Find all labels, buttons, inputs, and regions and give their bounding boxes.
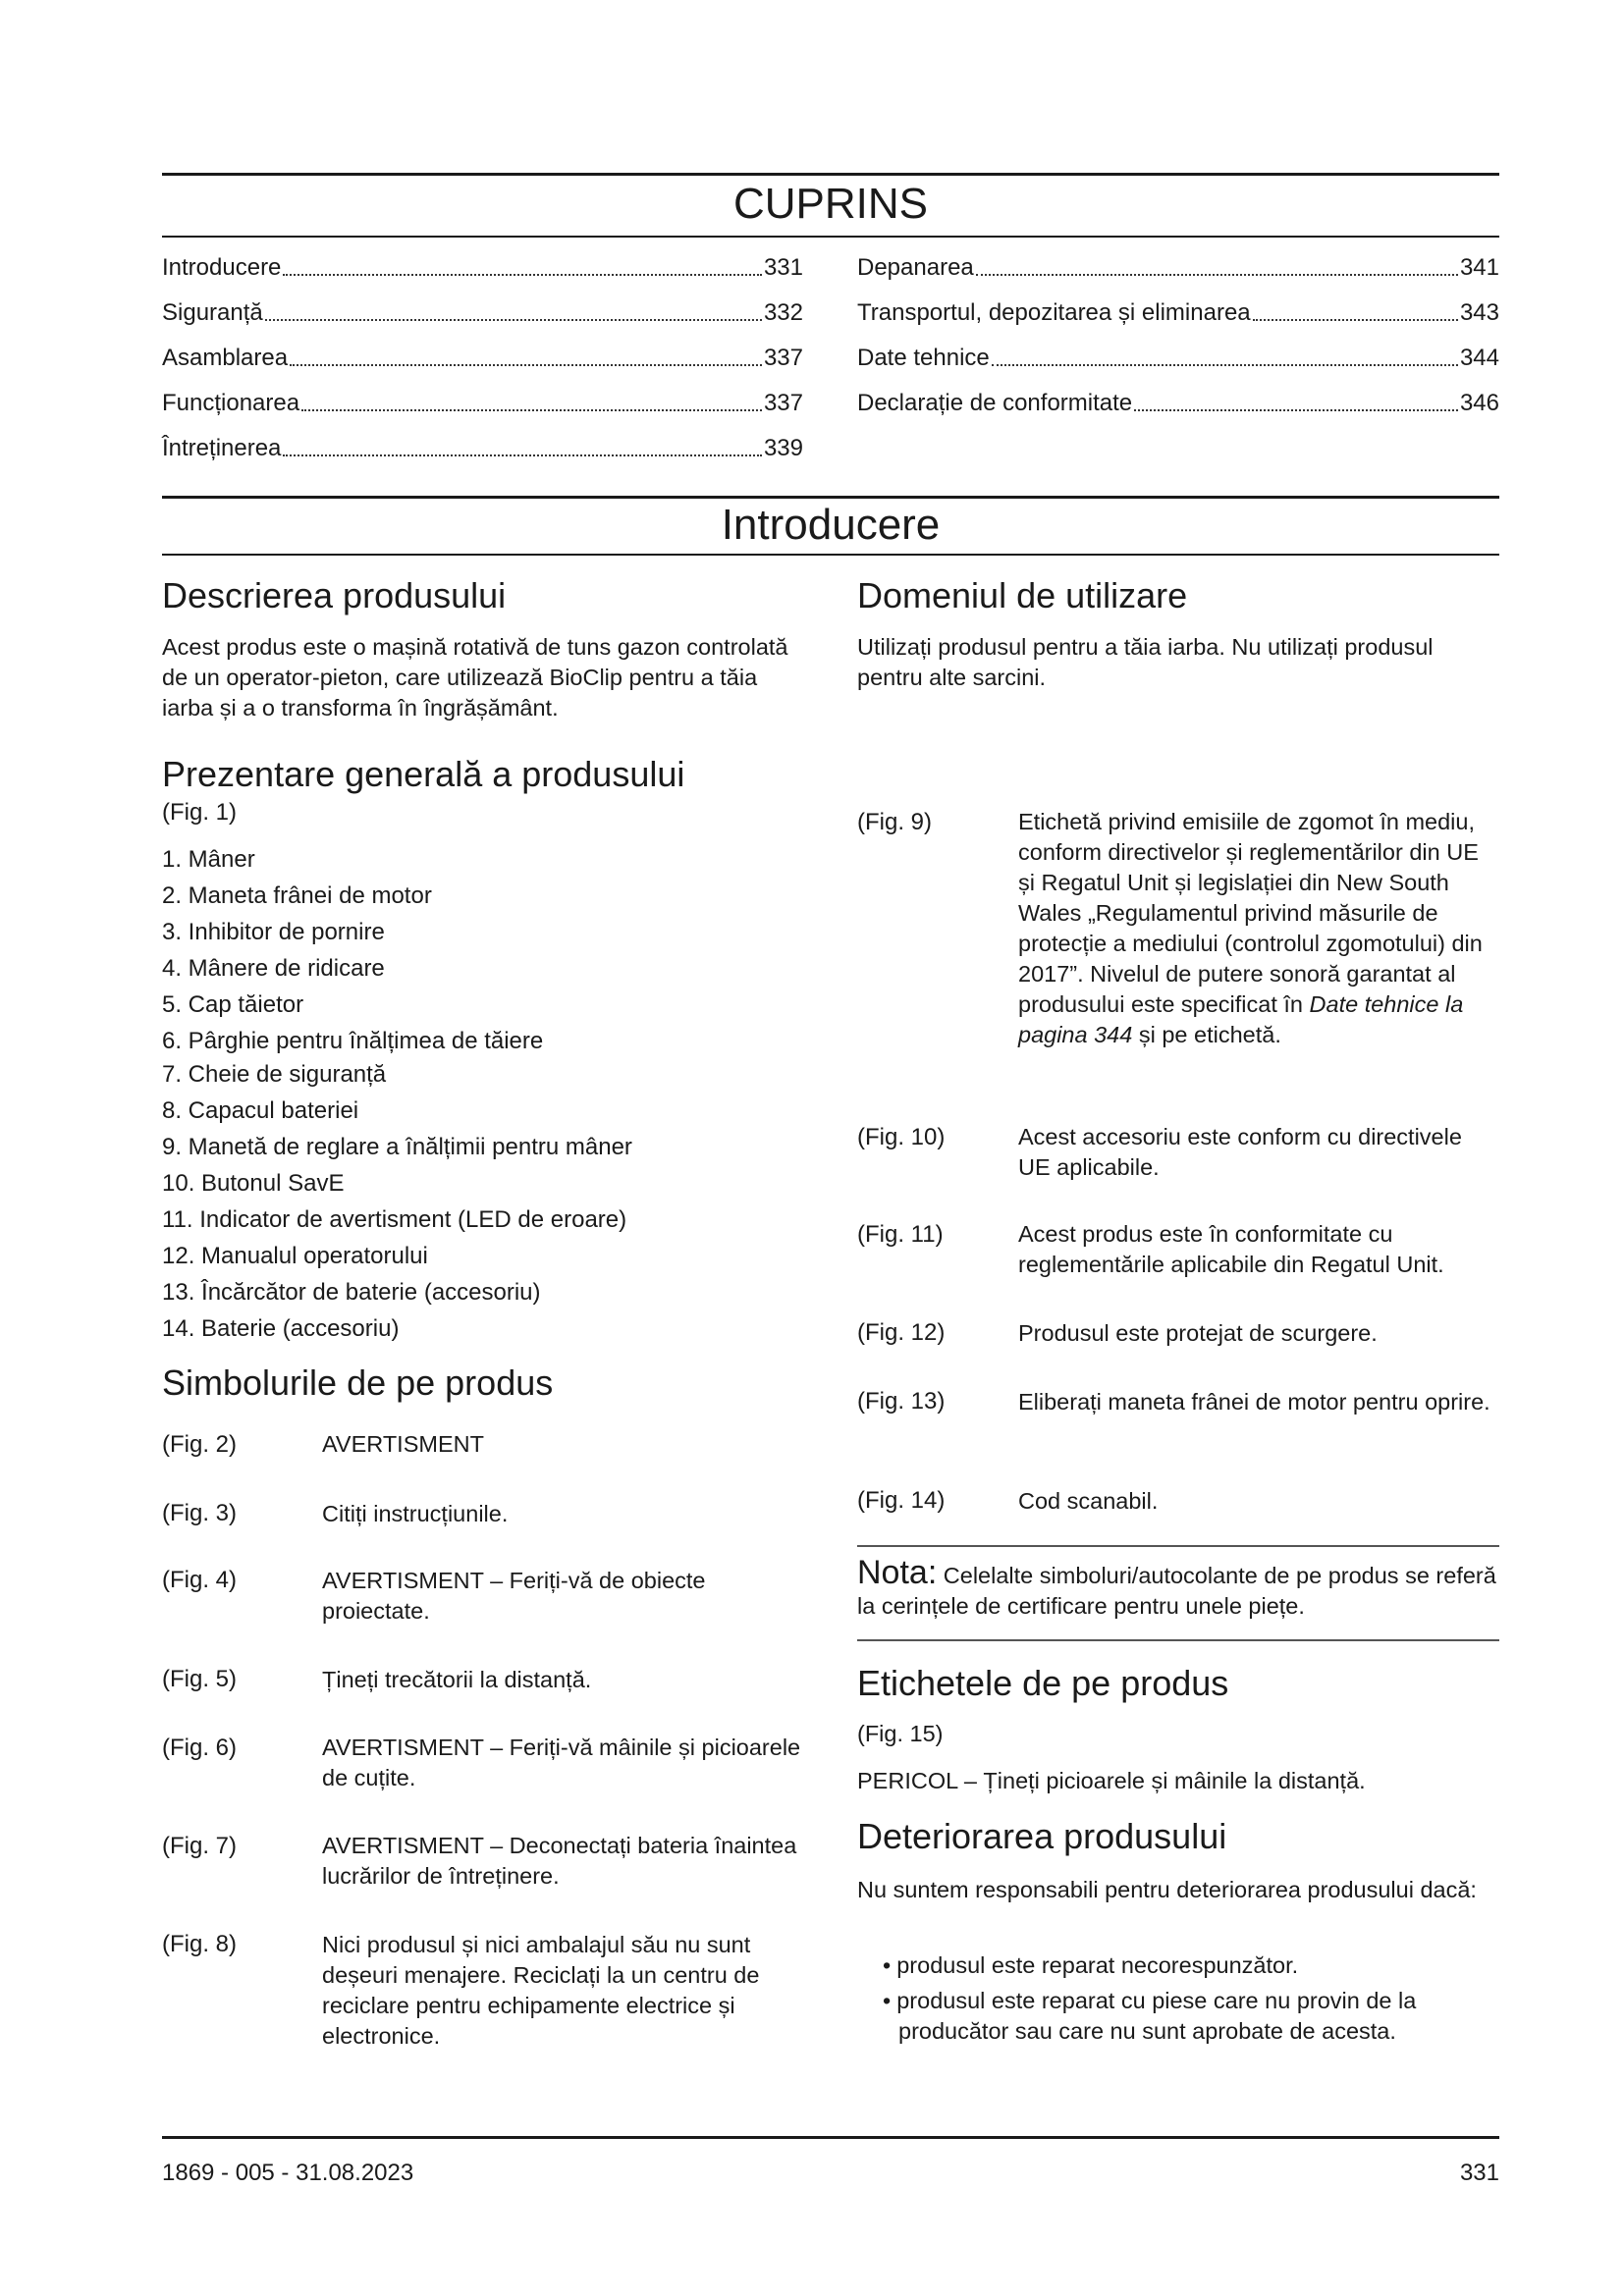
list-item: 2. Maneta frânei de motor: [162, 882, 432, 909]
symbol-text: Cod scanabil.: [1018, 1488, 1159, 1514]
list-item: 4. Mânere de ridicare: [162, 955, 385, 982]
list-item: 5. Cap tăietor: [162, 991, 304, 1018]
footer-rule: [162, 2136, 1499, 2139]
toc-title-rule: [162, 236, 1499, 238]
symbol-fig: (Fig. 11): [857, 1221, 944, 1248]
note-text: Celelalte simboluri/autocolante de pe produs se referă la cerințele de certificare pentru unele piețe.: [857, 1563, 1496, 1619]
list-item: 11. Indicator de avertisment (LED de eroare): [162, 1206, 627, 1233]
list-item: 3. Inhibitor de pornire: [162, 919, 385, 945]
labels-heading: Etichetele de pe produs: [857, 1663, 1229, 1703]
note: [857, 1554, 1499, 1622]
labels-text: PERICOL – Țineți picioarele și mâinile la distanță.: [857, 1768, 1366, 1793]
toc-entry[interactable]: Declarație de conformitate 346: [857, 390, 1499, 416]
symbol-fig: (Fig. 7): [162, 1833, 238, 1859]
symbol-text: Etichetă privind emisiile de zgomot în mediu, conform directivelor și reglementărilor din UE și Regatul Unit și legislației din New South Wales „Regulamentul privind măsurile de protecție a mediului (controlul zgomotului) din 2017”. Nivelul de putere sonoră garantat al produsului este specificat în Date tehnice la pagina 344 și pe etichetă.: [1018, 809, 1483, 1047]
damage-text: Nu suntem responsabili pentru deteriorarea produsului dacă:: [857, 1877, 1477, 1902]
toc-entry[interactable]: Transportul, depozitarea și eliminarea 343: [857, 299, 1499, 326]
toc-entry[interactable]: Asamblarea 337: [162, 345, 803, 371]
symbol-fig: (Fig. 2): [162, 1431, 238, 1458]
symbol-fig: (Fig. 8): [162, 1931, 238, 1957]
list-item: 8. Capacul bateriei: [162, 1097, 359, 1124]
symbol-fig: (Fig. 13): [857, 1388, 946, 1415]
overview-fig: (Fig. 1): [162, 799, 238, 826]
note-label: Nota:: [857, 1554, 938, 1591]
page-number: 331: [1459, 2160, 1499, 2186]
symbol-text: Acest accesoriu este conform cu directivele UE aplicabile.: [1018, 1124, 1462, 1180]
toc-entry[interactable]: Funcționarea 337: [162, 390, 803, 416]
section-title: Introducere: [721, 501, 941, 549]
symbol-text: Nici produsul și nici ambalajul său nu sunt deșeuri menajere. Reciclați la un centru de reciclare pentru echipamente electrice și electronice.: [322, 1932, 760, 2049]
intended-use-text: Utilizați produsul pentru a tăia iarba. Nu utilizați produsul pentru alte sarcini.: [857, 634, 1434, 690]
list-item: 12. Manualul operatorului: [162, 1243, 428, 1269]
list-item: 1. Mâner: [162, 846, 255, 873]
spec-link[interactable]: Date tehnice la pagina 344: [1018, 991, 1464, 1047]
symbol-text: AVERTISMENT – Deconectați bateria înaintea lucrărilor de întreținere.: [322, 1833, 797, 1889]
intended-use-heading: Domeniul de utilizare: [857, 575, 1188, 615]
symbol-text: Eliberați maneta frânei de motor pentru oprire.: [1018, 1389, 1490, 1415]
list-item: 14. Baterie (accesoriu): [162, 1315, 400, 1342]
symbol-text: Țineți trecătorii la distanță.: [322, 1667, 592, 1692]
labels-fig: (Fig. 15): [857, 1721, 944, 1746]
footer-doc-id: 1869 - 005 - 31.08.2023: [162, 2160, 414, 2186]
description-text: Acest produs este o mașină rotativă de tuns gazon controlată de un operator-pieton, care utilizează BioClip pentru a tăia iarba și a o transforma în îngrășământ.: [162, 634, 788, 721]
list-item: • produsul este reparat cu piese care nu provin de la producător sau care nu sunt aprobate de acesta.: [857, 1986, 1499, 2047]
symbol-fig: (Fig. 9): [857, 809, 933, 835]
symbol-fig: (Fig. 12): [857, 1319, 946, 1346]
symbol-text: Citiți instrucțiunile.: [322, 1501, 509, 1526]
note-rule-top: [857, 1545, 1499, 1547]
note-rule-bottom: [857, 1639, 1499, 1641]
symbol-fig: (Fig. 10): [857, 1124, 946, 1150]
symbol-text: AVERTISMENT – Feriți-vă mâinile și picioarele de cuțite.: [322, 1735, 801, 1790]
damage-heading: Deteriorarea produsului: [857, 1816, 1227, 1856]
toc-entry[interactable]: Introducere 331: [162, 254, 803, 281]
description-heading: Descrierea produsului: [162, 575, 507, 615]
symbol-fig: (Fig. 14): [857, 1487, 946, 1514]
symbol-text: Produsul este protejat de scurgere.: [1018, 1320, 1378, 1346]
symbol-text: Acest produs este în conformitate cu reglementările aplicabile din Regatul Unit.: [1018, 1221, 1444, 1277]
top-rule: [162, 173, 1499, 176]
list-item: 7. Cheie de siguranță: [162, 1061, 387, 1088]
toc-entry[interactable]: Date tehnice 344: [857, 345, 1499, 371]
symbol-text: AVERTISMENT – Feriți-vă de obiecte proiectate.: [322, 1568, 706, 1624]
symbol-fig: (Fig. 6): [162, 1735, 238, 1761]
symbol-fig: (Fig. 3): [162, 1500, 238, 1526]
section-rule-bottom: [162, 554, 1499, 556]
toc-title: CUPRINS: [732, 180, 929, 228]
damage-bullets: [857, 1950, 1499, 2047]
symbols-heading: Simbolurile de pe produs: [162, 1362, 554, 1403]
toc-entry[interactable]: Întreținerea 339: [162, 435, 803, 461]
symbol-text: AVERTISMENT: [322, 1431, 484, 1457]
list-item: 6. Pârghie pentru înălțimea de tăiere: [162, 1028, 544, 1054]
symbol-fig: (Fig. 4): [162, 1567, 238, 1593]
list-item: 10. Butonul SavE: [162, 1170, 345, 1197]
overview-heading: Prezentare generală a produsului: [162, 754, 685, 794]
list-item: 13. Încărcător de baterie (accesoriu): [162, 1279, 541, 1306]
symbol-fig: (Fig. 5): [162, 1666, 238, 1692]
toc-entry[interactable]: Siguranță 332: [162, 299, 803, 326]
list-item: 9. Manetă de reglare a înălțimii pentru mâner: [162, 1134, 632, 1160]
list-item: • produsul este reparat necorespunzător.: [857, 1950, 1499, 1981]
toc-entry[interactable]: Depanarea 341: [857, 254, 1499, 281]
section-rule-top: [162, 496, 1499, 499]
